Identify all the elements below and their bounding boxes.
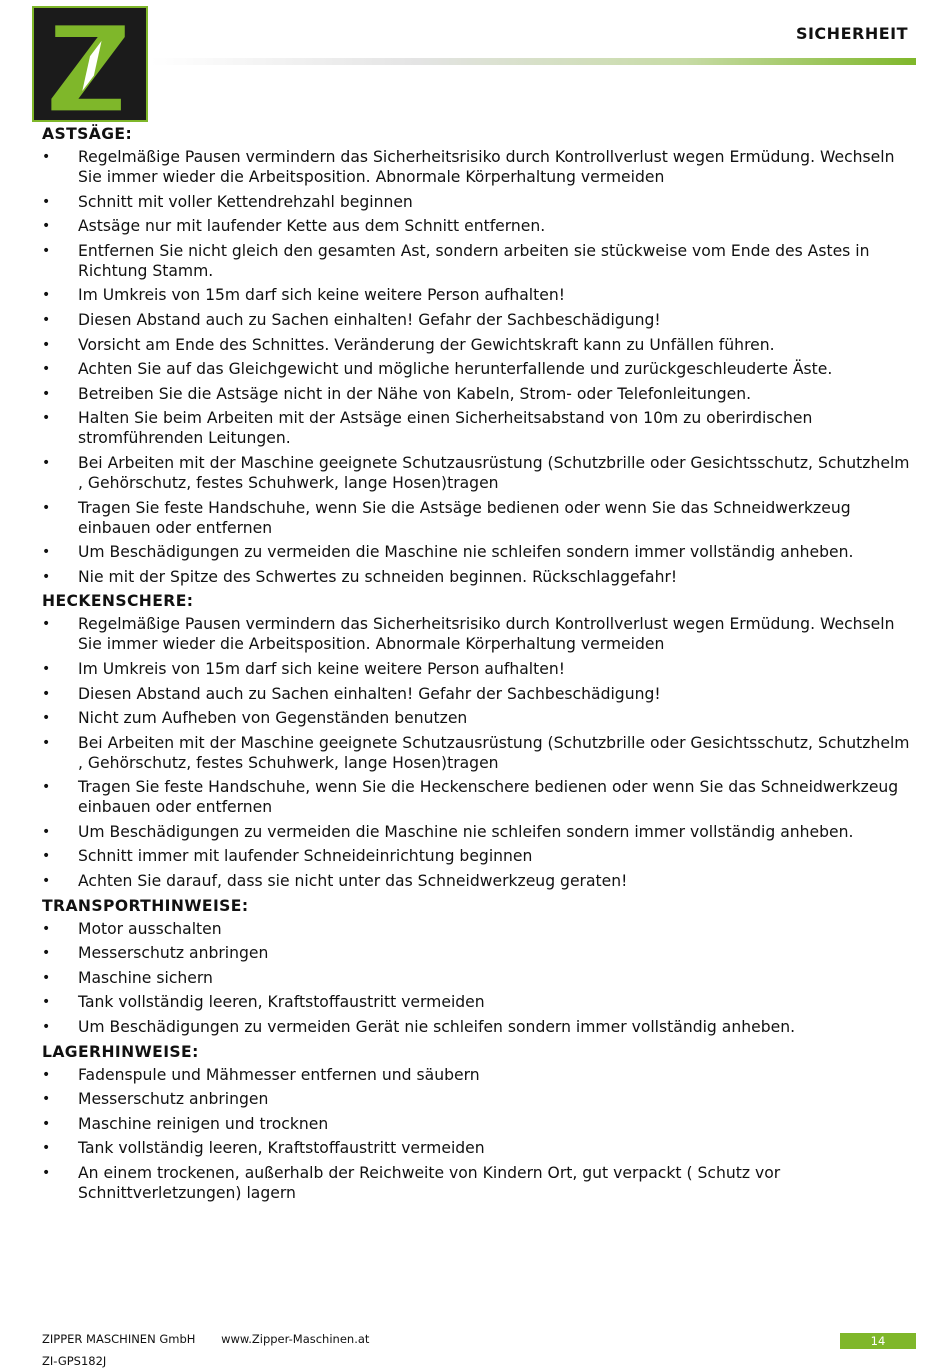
list-item: • Tank vollständig leeren, Kraftstoffaustritt vermeiden <box>42 992 912 1012</box>
list-item: • Halten Sie beim Arbeiten mit der Astsäge einen Sicherheitsabstand von 10m zu oberirdischen stromführenden Leitungen. <box>42 408 912 448</box>
footer-company: ZIPPER MASCHINEN GmbH <box>42 1332 196 1346</box>
list-item: • Messerschutz anbringen <box>42 1089 912 1109</box>
list-item: • Im Umkreis von 15m darf sich keine weitere Person aufhalten! <box>42 285 912 305</box>
section-heading: ASTSÄGE: <box>42 125 133 143</box>
header-divider <box>150 58 916 65</box>
list-item: • Nie mit der Spitze des Schwertes zu schneiden beginnen. Rückschlaggefahr! <box>42 567 912 587</box>
list-item: • Im Umkreis von 15m darf sich keine weitere Person aufhalten! <box>42 659 912 679</box>
section-heading: HECKENSCHERE: <box>42 592 194 611</box>
list-item: • Astsäge nur mit laufender Kette aus dem Schnitt entfernen. <box>42 216 912 236</box>
list-item: • Nicht zum Aufheben von Gegenständen benutzen <box>42 708 912 728</box>
zipper-logo <box>32 6 148 122</box>
list-item: • Fadenspule und Mähmesser entfernen und säubern <box>42 1065 912 1085</box>
bullet-list <box>42 147 912 587</box>
bullet-list <box>42 919 912 1037</box>
footer <box>42 1332 391 1346</box>
page-title: SICHERHEIT <box>795 24 908 43</box>
bullet-list <box>42 614 912 891</box>
list-item: • Regelmäßige Pausen vermindern das Sicherheitsrisiko durch Kontrollverlust wegen Ermüdung. Wechseln Sie immer wieder die Arbeitsposition. Abnormale Körperhaltung vermeiden <box>42 614 912 654</box>
logo-z-icon <box>34 8 146 120</box>
list-item: • Diesen Abstand auch zu Sachen einhalten! Gefahr der Sachbeschädigung! <box>42 684 912 704</box>
footer-model-number: ZI-GPS182J <box>42 1354 107 1368</box>
list-item: • Schnitt immer mit laufender Schneideinrichtung beginnen <box>42 846 912 866</box>
page-number: 14 <box>840 1333 916 1349</box>
list-item: • Regelmäßige Pausen vermindern das Sicherheitsrisiko durch Kontrollverlust wegen Ermüdung. Wechseln Sie immer wieder die Arbeitsposition. Abnormale Körperhaltung vermeiden <box>42 147 912 187</box>
list-item: • Tragen Sie feste Handschuhe, wenn Sie die Heckenschere bedienen oder wenn Sie das Schneidwerkzeug einbauen oder entfernen <box>42 777 912 817</box>
section-heading: TRANSPORTHINWEISE: <box>42 896 249 915</box>
list-item: • Um Beschädigungen zu vermeiden Gerät nie schleifen sondern immer vollständig anheben. <box>42 1017 912 1037</box>
list-item: • Motor ausschalten <box>42 919 912 939</box>
section-heading: LAGERHINWEISE: <box>42 1042 199 1061</box>
list-item: • Tank vollständig leeren, Kraftstoffaustritt vermeiden <box>42 1138 912 1158</box>
list-item: • Um Beschädigungen zu vermeiden die Maschine nie schleifen sondern immer vollständig anheben. <box>42 822 912 842</box>
document-body <box>42 122 912 1208</box>
list-item: • Tragen Sie feste Handschuhe, wenn Sie die Astsäge bedienen oder wenn Sie das Schneidwerkzeug einbauen oder entfernen <box>42 498 912 538</box>
list-item: • Maschine reinigen und trocknen <box>42 1114 912 1134</box>
footer-website: www.Zipper-Maschinen.at <box>221 1332 370 1346</box>
list-item: • Schnitt mit voller Kettendrehzahl beginnen <box>42 192 912 212</box>
list-item: • Vorsicht am Ende des Schnittes. Veränderung der Gewichtskraft kann zu Unfällen führen. <box>42 335 912 355</box>
list-item: • Betreiben Sie die Astsäge nicht in der Nähe von Kabeln, Strom- oder Telefonleitungen. <box>42 384 912 404</box>
list-item: • Achten Sie darauf, dass sie nicht unter das Schneidwerkzeug geraten! <box>42 871 912 891</box>
list-item: • Entfernen Sie nicht gleich den gesamten Ast, sondern arbeiten sie stückweise vom Ende des Astes in Richtung Stamm. <box>42 241 912 281</box>
list-item: • Um Beschädigungen zu vermeiden die Maschine nie schleifen sondern immer vollständig anheben. <box>42 542 912 562</box>
list-item: • Bei Arbeiten mit der Maschine geeignete Schutzausrüstung (Schutzbrille oder Gesichtsschutz, Schutzhelm , Gehörschutz, festes Schuhwerk, lange Hosen)tragen <box>42 733 912 773</box>
list-item: • Diesen Abstand auch zu Sachen einhalten! Gefahr der Sachbeschädigung! <box>42 310 912 330</box>
list-item: • An einem trockenen, außerhalb der Reichweite von Kindern Ort, gut verpackt ( Schutz vor Schnittverletzungen) lagern <box>42 1163 912 1203</box>
bullet-list <box>42 1065 912 1203</box>
list-item: • Messerschutz anbringen <box>42 943 912 963</box>
list-item: • Achten Sie auf das Gleichgewicht und mögliche herunterfallende und zurückgeschleuderte Äste. <box>42 359 912 379</box>
list-item: • Bei Arbeiten mit der Maschine geeignete Schutzausrüstung (Schutzbrille oder Gesichtsschutz, Schutzhelm , Gehörschutz, festes Schuhwerk, lange Hosen)tragen <box>42 453 912 493</box>
list-item: • Maschine sichern <box>42 968 912 988</box>
